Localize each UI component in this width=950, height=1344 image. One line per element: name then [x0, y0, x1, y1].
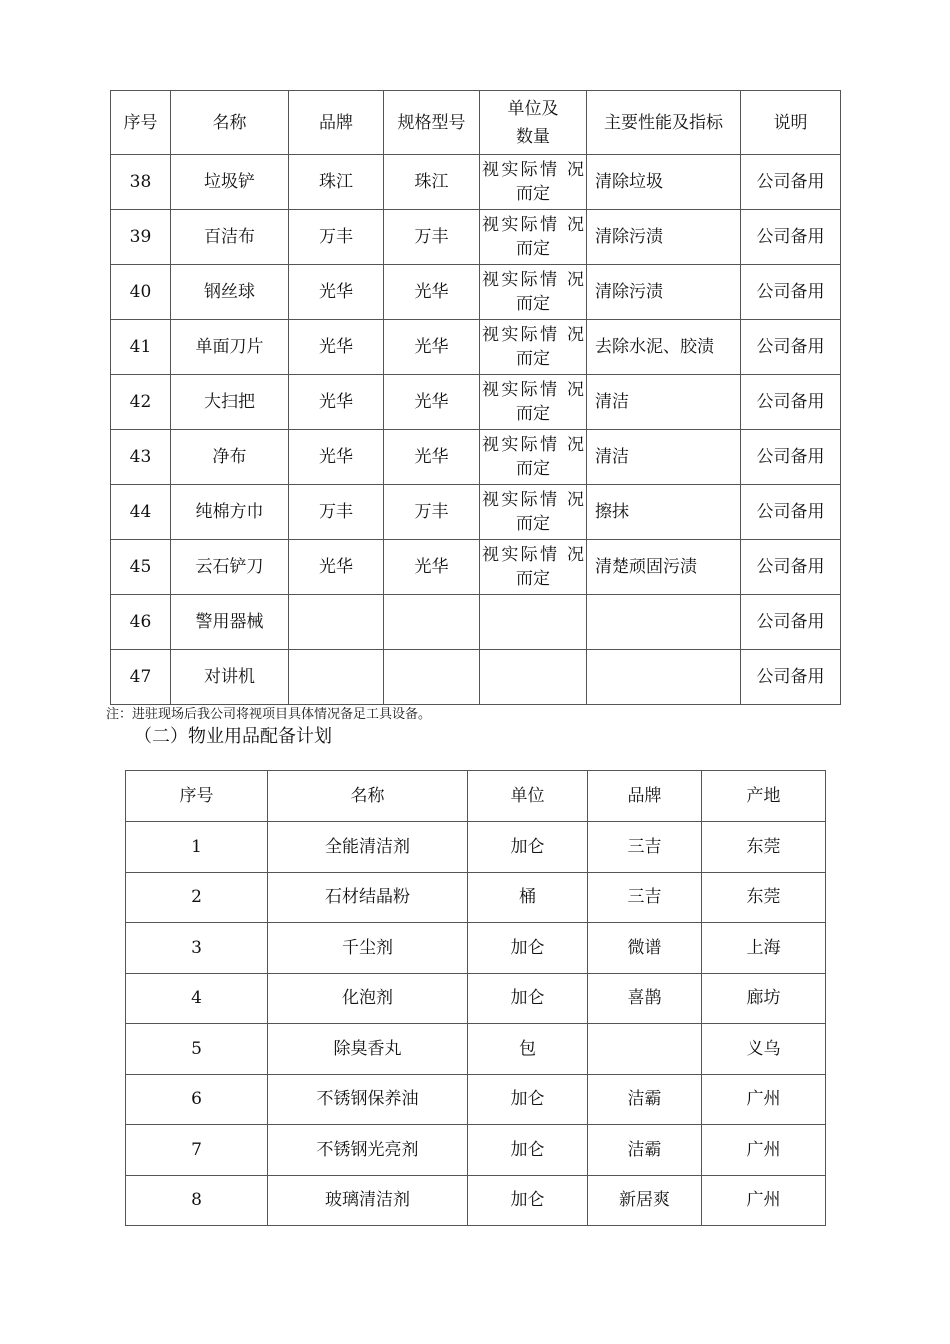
cell-brand: 万丰: [289, 485, 384, 540]
cell-unit-line2: 而定: [516, 459, 550, 479]
cell-brand: 新居爽: [588, 1175, 702, 1226]
cell-unit-line2: 而定: [516, 404, 550, 424]
cell-name: 玻璃清洁剂: [268, 1175, 468, 1226]
col-header-model: 规格型号: [384, 91, 480, 155]
cell-unit-line1: 视实际情 况: [482, 325, 584, 345]
cell-origin: 廊坊: [702, 973, 826, 1024]
table-row: [111, 265, 841, 320]
cell-note: 公司备用: [741, 320, 841, 375]
cell-unit: 加仑: [468, 822, 588, 873]
cell-unit: [480, 155, 587, 210]
cell-no: 39: [111, 210, 171, 265]
cell-name: 警用器械: [171, 595, 289, 650]
cell-unit: [480, 485, 587, 540]
cell-brand: 洁霸: [588, 1074, 702, 1125]
cell-perf: 清洁: [587, 375, 741, 430]
cell-note: 公司备用: [741, 375, 841, 430]
table-header-row: [111, 91, 841, 155]
cell-no: 41: [111, 320, 171, 375]
cell-name: 化泡剂: [268, 973, 468, 1024]
cell-no: 42: [111, 375, 171, 430]
cell-model: [384, 595, 480, 650]
cell-note: 公司备用: [741, 265, 841, 320]
cell-unit: [480, 210, 587, 265]
cell-unit: [480, 265, 587, 320]
table-row: [126, 1074, 826, 1125]
cell-no: 1: [126, 822, 268, 873]
cell-note: 公司备用: [741, 155, 841, 210]
table-header-row: [126, 771, 826, 822]
cell-model: [384, 650, 480, 705]
cell-name: 垃圾铲: [171, 155, 289, 210]
cell-origin: 广州: [702, 1074, 826, 1125]
table-row: [111, 650, 841, 705]
cell-model: 光华: [384, 375, 480, 430]
cell-unit: 桶: [468, 872, 588, 923]
cell-name: 净布: [171, 430, 289, 485]
cell-name: 对讲机: [171, 650, 289, 705]
cell-model: 万丰: [384, 485, 480, 540]
cell-name: 不锈钢光亮剂: [268, 1125, 468, 1176]
cell-unit: [480, 320, 587, 375]
cell-origin: 上海: [702, 923, 826, 974]
cell-origin: 广州: [702, 1175, 826, 1226]
cell-origin: 义乌: [702, 1024, 826, 1075]
cell-no: 2: [126, 872, 268, 923]
cell-perf: 清除垃圾: [587, 155, 741, 210]
cell-brand: 喜鹊: [588, 973, 702, 1024]
cell-unit: 加仑: [468, 973, 588, 1024]
cell-unit-line1: 视实际情 况: [482, 215, 584, 235]
cell-unit: 加仑: [468, 1125, 588, 1176]
cell-unit: [480, 375, 587, 430]
cell-brand: [289, 595, 384, 650]
table-row: [126, 822, 826, 873]
cell-name: 不锈钢保养油: [268, 1074, 468, 1125]
col-header-unit-text: 单位及数量: [507, 98, 559, 147]
cell-brand: 万丰: [289, 210, 384, 265]
cell-note: 公司备用: [741, 650, 841, 705]
cell-unit-line2: 而定: [516, 239, 550, 259]
table-row: [111, 430, 841, 485]
cell-name: 大扫把: [171, 375, 289, 430]
cell-perf: [587, 650, 741, 705]
cell-perf: 清除污渍: [587, 210, 741, 265]
cell-brand: 光华: [289, 375, 384, 430]
cell-name: 千尘剂: [268, 923, 468, 974]
col-header-no: 序号: [126, 771, 268, 822]
cell-name: 单面刀片: [171, 320, 289, 375]
cell-note: 公司备用: [741, 210, 841, 265]
cell-perf: 擦抹: [587, 485, 741, 540]
cell-model: 光华: [384, 430, 480, 485]
table-row: [111, 375, 841, 430]
cell-brand: [588, 1024, 702, 1075]
cell-no: 47: [111, 650, 171, 705]
footnote: 注：进驻现场后我公司将视项目具体情况备足工具设备。: [106, 707, 432, 722]
cell-no: 5: [126, 1024, 268, 1075]
cell-brand: 光华: [289, 540, 384, 595]
cell-unit-line1: 视实际情 况: [482, 270, 584, 290]
cell-perf: 清洁: [587, 430, 741, 485]
cell-brand: 光华: [289, 320, 384, 375]
col-header-unit: [480, 91, 587, 155]
cell-note: 公司备用: [741, 485, 841, 540]
cell-no: 8: [126, 1175, 268, 1226]
cell-origin: 广州: [702, 1125, 826, 1176]
cell-name: 纯棉方巾: [171, 485, 289, 540]
cell-brand: 三吉: [588, 822, 702, 873]
cell-unit: 加仑: [468, 1175, 588, 1226]
cell-model: 光华: [384, 265, 480, 320]
col-header-no: 序号: [111, 91, 171, 155]
cell-model: 万丰: [384, 210, 480, 265]
cell-no: 46: [111, 595, 171, 650]
cell-brand: 洁霸: [588, 1125, 702, 1176]
cell-note: 公司备用: [741, 430, 841, 485]
cell-model: 光华: [384, 320, 480, 375]
cell-no: 3: [126, 923, 268, 974]
section-title: （二）物业用品配备计划: [134, 726, 332, 747]
cell-model: 珠江: [384, 155, 480, 210]
cell-unit-line1: 视实际情 况: [482, 545, 584, 565]
cell-unit: 加仑: [468, 1074, 588, 1125]
col-header-brand: 品牌: [289, 91, 384, 155]
supplies-table: [125, 770, 826, 1226]
table-row: [111, 320, 841, 375]
table-row: [126, 1024, 826, 1075]
cell-note: 公司备用: [741, 595, 841, 650]
table-row: [126, 973, 826, 1024]
cell-no: 45: [111, 540, 171, 595]
cell-unit-line1: 视实际情 况: [482, 435, 584, 455]
tool-equipment-table: [110, 90, 841, 705]
col-header-name: 名称: [268, 771, 468, 822]
cell-name: 钢丝球: [171, 265, 289, 320]
cell-model: 光华: [384, 540, 480, 595]
cell-no: 4: [126, 973, 268, 1024]
col-header-perf: 主要性能及指标: [587, 91, 741, 155]
table-row: [126, 872, 826, 923]
cell-no: 43: [111, 430, 171, 485]
cell-unit: [480, 650, 587, 705]
table-row: [111, 210, 841, 265]
table-row: [111, 155, 841, 210]
cell-name: 全能清洁剂: [268, 822, 468, 873]
col-header-note: 说明: [741, 91, 841, 155]
cell-unit: [480, 595, 587, 650]
cell-unit-line2: 而定: [516, 569, 550, 589]
cell-no: 7: [126, 1125, 268, 1176]
cell-perf: 清楚顽固污渍: [587, 540, 741, 595]
cell-name: 云石铲刀: [171, 540, 289, 595]
cell-unit: [480, 430, 587, 485]
cell-perf: [587, 595, 741, 650]
cell-brand: 珠江: [289, 155, 384, 210]
cell-brand: 三吉: [588, 872, 702, 923]
cell-unit: [480, 540, 587, 595]
cell-unit: 加仑: [468, 923, 588, 974]
cell-brand: 光华: [289, 265, 384, 320]
cell-unit-line1: 视实际情 况: [482, 490, 584, 510]
cell-unit-line1: 视实际情 况: [482, 380, 584, 400]
cell-name: 百洁布: [171, 210, 289, 265]
cell-unit: 包: [468, 1024, 588, 1075]
cell-origin: 东莞: [702, 822, 826, 873]
cell-unit-line2: 而定: [516, 514, 550, 534]
table-row: [111, 485, 841, 540]
table-row: [126, 923, 826, 974]
cell-no: 44: [111, 485, 171, 540]
table-row: [126, 1125, 826, 1176]
col-header-origin: 产地: [702, 771, 826, 822]
cell-unit-line2: 而定: [516, 349, 550, 369]
cell-no: 38: [111, 155, 171, 210]
cell-name: 石材结晶粉: [268, 872, 468, 923]
cell-unit-line2: 而定: [516, 184, 550, 204]
cell-brand: 光华: [289, 430, 384, 485]
cell-no: 6: [126, 1074, 268, 1125]
cell-no: 40: [111, 265, 171, 320]
col-header-name: 名称: [171, 91, 289, 155]
cell-unit-line1: 视实际情 况: [482, 160, 584, 180]
cell-perf: 去除水泥、胶渍: [587, 320, 741, 375]
cell-brand: 微谱: [588, 923, 702, 974]
col-header-unit: 单位: [468, 771, 588, 822]
cell-brand: [289, 650, 384, 705]
cell-unit-line2: 而定: [516, 294, 550, 314]
col-header-brand: 品牌: [588, 771, 702, 822]
cell-origin: 东莞: [702, 872, 826, 923]
cell-name: 除臭香丸: [268, 1024, 468, 1075]
cell-note: 公司备用: [741, 540, 841, 595]
table-row: [111, 595, 841, 650]
table-row: [126, 1175, 826, 1226]
cell-perf: 清除污渍: [587, 265, 741, 320]
table-row: [111, 540, 841, 595]
